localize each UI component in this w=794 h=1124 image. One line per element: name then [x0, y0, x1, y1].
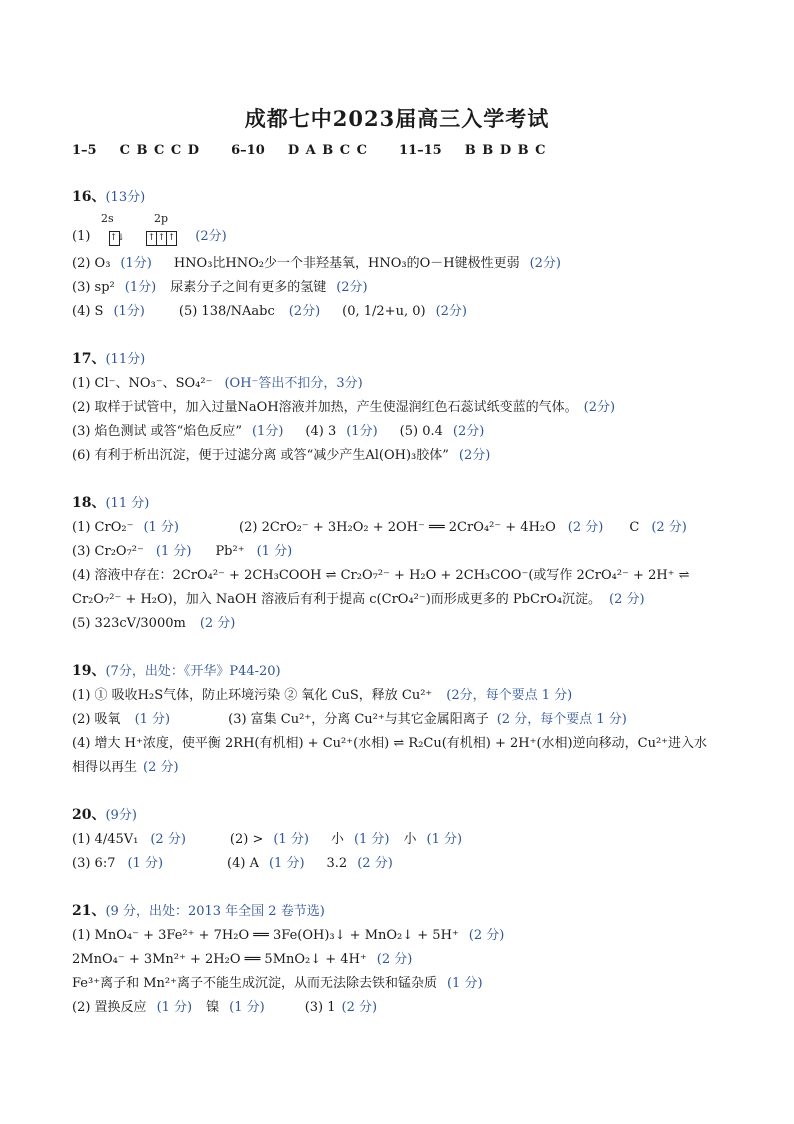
q18-l4-text: (4) 溶液中存在：2CrO₄²⁻ + 2CH₃COOH ⇌ Cr₂O₇²⁻ + H₂O + 2CH₃COO⁻(或写作 2CrO₄²⁻ + 2H⁺ ⇌: [72, 568, 690, 583]
q18-number: 18、: [72, 495, 106, 511]
q17-l4-points: (1分): [346, 424, 378, 439]
orbital-2s-box: [109, 231, 125, 246]
q18-l5-points: (2 分): [199, 616, 236, 631]
q17-line1: [72, 375, 363, 393]
q18-l3-ion: Pb²⁺: [215, 544, 245, 559]
q19-l4-text: (4) 增大 H⁺浓度，使平衡 2RH(有机相) + Cu²⁺(水相) ⇌ R₂Cu(有机相) + 2H⁺(水相)逆向移动，Cu²⁺进入水: [72, 736, 708, 751]
q17-l1-points: (OH⁻答出不扣分，3分): [224, 376, 363, 391]
q19-line3: [72, 735, 707, 753]
mc-g2-label: 6–10: [231, 143, 265, 158]
q17-l5-answer: (5) 0.4: [399, 424, 443, 439]
q17-l5-points: (2分): [452, 424, 485, 439]
q18-l1-points: (1 分): [143, 520, 180, 535]
q20-score: (9分): [105, 808, 137, 823]
q16-l2-points2: (2分): [529, 256, 562, 271]
q20-l2-answer: (2) >: [229, 832, 264, 847]
q18-l4-points: (2 分): [609, 592, 645, 607]
q17-heading: [72, 350, 145, 369]
mc-g1: C B C C D: [119, 143, 201, 158]
q17-line2: [72, 399, 615, 417]
q21-score: (9 分，出处：2013 年全国 2 卷节选): [105, 904, 325, 919]
q21-l2-points: (1 分): [156, 1000, 193, 1015]
q17-l1-answer: (1) Cl⁻、NO₃⁻、SO₄²⁻: [72, 376, 213, 391]
q20-l4-value: 3.2: [326, 856, 348, 871]
q20-heading: [72, 806, 137, 825]
q20-line2: [72, 855, 393, 873]
q20-l2-answer2: 小: [330, 832, 344, 847]
q16-l2-points1: (1分): [120, 256, 152, 271]
q20-line1: [72, 831, 462, 849]
q18-l3-points: (1 分): [155, 544, 192, 559]
q19-l2-answer: (2) 吸氧: [72, 712, 121, 727]
q19-l1-answer: (1) ① 吸收H₂S气体，防止环境污染 ② 氧化 CuS，释放 Cu²⁺: [72, 688, 433, 703]
q20-l2-points1: (1 分): [273, 832, 309, 847]
q18-line3: [72, 567, 690, 585]
orbital-2p-label: 2p: [154, 212, 169, 225]
q19-number: 19、: [72, 663, 106, 679]
q19-l2-points: (1 分): [134, 712, 171, 727]
q18-l3-ion-points: (1 分): [256, 544, 293, 559]
q21-l3-points: (2 分): [341, 1000, 378, 1015]
q20-l1-answer: (1) 4/45V₁: [72, 832, 139, 847]
q21-number: 21、: [72, 903, 106, 919]
q21-line4: [72, 999, 377, 1017]
q21-l1-points1: (2 分): [468, 928, 505, 943]
q21-line3: [72, 975, 483, 993]
q16-line3: [72, 279, 368, 297]
mc-g3: B B D B C: [464, 143, 547, 158]
q17-line3: [72, 423, 484, 441]
q20-l2-points2: (1 分): [353, 832, 390, 847]
q17-l6-answer: (6) 有利于析出沉淀，便于过滤分离 或答“减少产生Al(OH)₃胶体”: [72, 448, 449, 463]
q21-l1-equation2: 2MnO₄⁻ + 3Mn²⁺ + 2H₂O ══ 5MnO₂↓ + 4H⁺: [72, 952, 367, 967]
q18-l3-answer: (3) Cr₂O₇²⁻: [72, 544, 144, 559]
q19-l4-text-cont: 相得以再生: [72, 760, 138, 775]
q18-line1: [72, 519, 687, 537]
q16-l4-answer: (4) S: [72, 304, 104, 319]
q18-line2: [72, 543, 292, 561]
q16-l2-answer: (2) O₃: [72, 256, 111, 271]
q16-l3-answer: (3) sp²: [72, 280, 115, 295]
q20-number: 20、: [72, 807, 106, 823]
q18-l2-choice: C: [629, 520, 640, 535]
q16-l5-points: (2分): [288, 304, 321, 319]
q21-l1-reason: Fe³⁺离子和 Mn²⁺离子不能生成沉淀，从而无法除去铁和锰杂质: [72, 976, 437, 991]
q17-l2-answer: (2) 取样于试管中，加入过量NaOH溶液并加热，产生使湿润红色石蕊试纸变蓝的气体。: [72, 400, 578, 415]
q18-l4-text-cont: Cr₂O₇²⁻ + H₂O)，加入 NaOH 溶液后有利于提高 c(CrO₄²⁻)而形成更多的 PbCrO₄沉淀。: [72, 592, 602, 607]
q20-l4-points: (1 分): [268, 856, 305, 871]
q17-l6-points: (2分): [458, 448, 491, 463]
q16-l5-answer: (5) 138/NAabc: [178, 304, 275, 319]
q16-score: (13分): [105, 190, 146, 205]
q16-l2-reason: HNO₃比HNO₂少一个非羟基氧，HNO₃的O－H键极性更弱: [173, 256, 520, 271]
q19-heading: [72, 662, 281, 681]
q16-coordinate-points: (2分): [435, 304, 467, 319]
orbital-2p-1: ↑: [146, 231, 157, 246]
q19-l3-points: (2 分，每个要点 1 分): [496, 712, 627, 727]
q20-l3-answer: (3) 6:7: [72, 856, 116, 871]
orbital-2s-label: 2s: [101, 212, 114, 225]
q19-line2: [72, 711, 627, 729]
q17-line4: [72, 447, 490, 465]
q16-line2: [72, 255, 561, 273]
q21-l2-metal-points: (1 分): [229, 1000, 265, 1015]
q21-l2-metal: 镍: [206, 1000, 220, 1015]
mc-answers: [72, 142, 546, 160]
q16-l3-points2: (2分): [336, 280, 368, 295]
q18-l5-answer: (5) 323cV/3000m: [72, 616, 186, 631]
q19-l4-points: (2 分): [143, 760, 179, 775]
q17-score: (11分): [105, 352, 146, 367]
orbital-2p-3: ↑: [167, 231, 177, 246]
q18-score: (11 分): [105, 496, 150, 511]
orbital-2s-electrons: ↑↓: [109, 231, 120, 246]
q16-l1-points: (2分): [195, 229, 227, 244]
q18-l2-choice-points: (2 分): [651, 520, 687, 535]
q19-l1-points: (2分，每个要点 1 分): [446, 688, 573, 703]
q20-l3-points: (1 分): [127, 856, 164, 871]
q16-coordinate: (0, 1/2+u, 0): [342, 304, 426, 319]
q19-score: (7分，出处：《开华》P44-20): [105, 664, 281, 679]
q20-l2-answer3: 小: [403, 832, 417, 847]
q17-number: 17、: [72, 351, 106, 367]
q21-l1-reason-points: (1 分): [446, 976, 483, 991]
q17-l4-answer: (4) 3: [305, 424, 337, 439]
q19-line1: [72, 687, 572, 705]
q20-l4-answer: (4) A: [227, 856, 259, 871]
q21-line1: [72, 927, 504, 945]
q19-line4: [72, 759, 179, 777]
q16-line1: [72, 228, 227, 246]
orbital-2p-boxes: [146, 231, 177, 246]
q21-l3-answer: (3) 1: [304, 1000, 336, 1015]
mc-g2: D A B C C: [287, 143, 368, 158]
q20-l4-value-points: (2 分): [357, 856, 393, 871]
mc-g3-label: 11–15: [399, 143, 442, 158]
q19-l3-answer: (3) 富集 Cu²⁺，分离 Cu²⁺与其它金属阳离子: [228, 712, 489, 727]
q21-l2-answer: (2) 置换反应: [72, 1000, 147, 1015]
q16-heading: [72, 188, 145, 207]
q18-l2-points: (2 分): [567, 520, 604, 535]
q21-l1-points2: (2 分): [376, 952, 413, 967]
q16-l4-points1: (1分): [113, 304, 145, 319]
q16-line4: [72, 303, 467, 321]
q20-l1-points: (2 分): [150, 832, 186, 847]
q18-l2-equation: (2) 2CrO₂⁻ + 3H₂O₂ + 2OH⁻ ══ 2CrO₄²⁻ + 4H₂O: [239, 520, 556, 535]
q18-line4: [72, 591, 645, 609]
q16-l1-num: (1): [72, 229, 91, 244]
mc-g1-label: 1–5: [72, 143, 97, 158]
page-title: 成都七中2023届高三入学考试: [244, 106, 550, 131]
q21-l1-equation1: (1) MnO₄⁻ + 3Fe²⁺ + 7H₂O ══ 3Fe(OH)₃↓ + MnO₂↓ + 5H⁺: [72, 928, 459, 943]
q18-l1-answer: (1) CrO₂⁻: [72, 520, 134, 535]
q17-l3-answer: (3) 焰色测试 或答“焰色反应”: [72, 424, 242, 439]
q18-line5: [72, 615, 235, 633]
orbital-2p-2: ↑: [157, 231, 167, 246]
q16-l3-reason: 尿素分子之间有更多的氢键: [170, 280, 327, 295]
q16-l3-points1: (1分): [124, 280, 157, 295]
q21-line2: [72, 951, 412, 969]
q17-l3-points1: (1分): [251, 424, 284, 439]
q17-l2-points: (2分): [583, 400, 616, 415]
q21-heading: [72, 902, 325, 921]
q16-number: 16、: [72, 189, 106, 205]
q18-heading: [72, 494, 149, 513]
q20-l2-points3: (1 分): [426, 832, 463, 847]
